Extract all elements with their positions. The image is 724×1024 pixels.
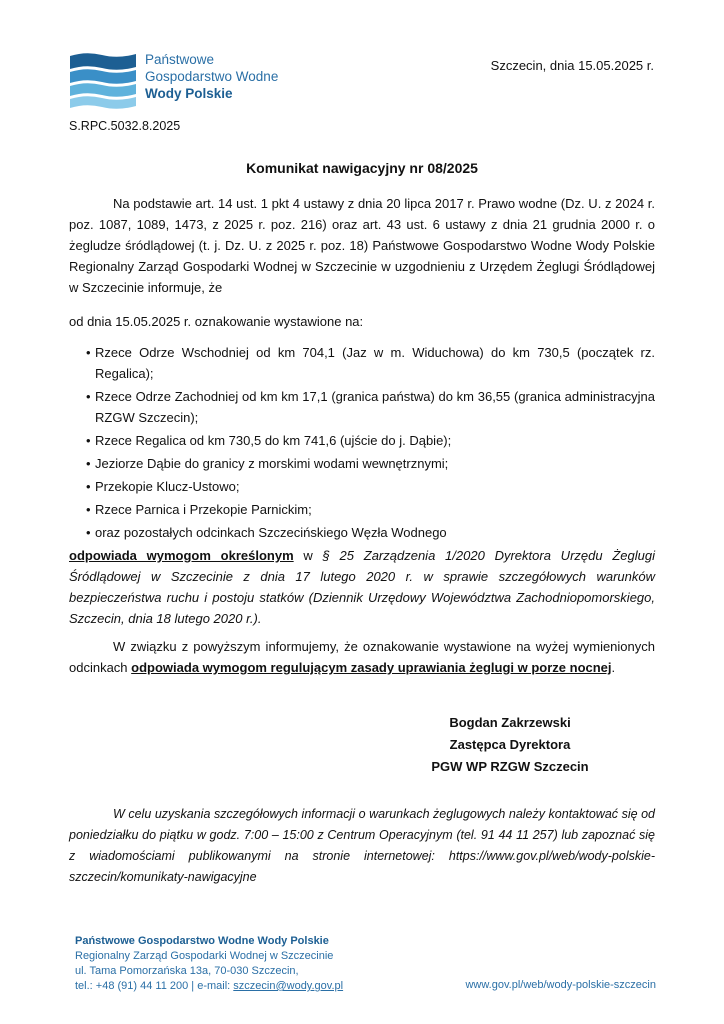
compliance-bold: odpowiada wymogom określonym <box>69 548 294 563</box>
logo-line2: Gospodarstwo Wodne <box>145 69 279 84</box>
logo-line1: Państwowe <box>145 52 215 67</box>
signatory-position: Zastępca Dyrektora <box>449 737 571 752</box>
compliance-paragraph <box>69 545 655 629</box>
signature-block <box>400 712 620 778</box>
compliance-connector: w <box>293 548 323 563</box>
list-item: • Rzece Regalica od km 730,5 do km 741,6 (ujście do j. Dąbie); <box>69 430 655 451</box>
footer-website[interactable]: www.gov.pl/web/wody-polskie-szczecin <box>465 979 656 991</box>
reference-number: S.RPC.5032.8.2025 <box>69 119 181 133</box>
list-item: • Rzece Parnica i Przekopie Parnickim; <box>69 499 655 520</box>
logo-line3: Wody Polskie <box>145 86 233 101</box>
compliance-regulation: § 25 Zarządzenia 1/2020 Dyrektora Urzędu Żeglugi Śródlądowej w Szczecinie z dnia 17 lutego 2020 r. w sprawie szczegółowych warunków bezpieczeństwa ruchu i postoju statków (Dziennik Urzędowy Województwa Zachodniopomorskiego, Szczecin, dnia 18 lutego 2020 r.). <box>69 548 655 626</box>
signatory-organization: PGW WP RZGW Szczecin <box>431 759 589 774</box>
conclusion-end: . <box>611 660 616 675</box>
list-item: • Rzece Odrze Zachodniej od km km 17,1 (granica państwa) do km 36,55 (granica administracyjna RZGW Szczecin); <box>69 386 655 428</box>
document-date: Szczecin, dnia 15.05.2025 r. <box>490 58 654 73</box>
footer-org: Państwowe Gospodarstwo Wodne Wody Polskie <box>75 935 329 947</box>
footer-contact <box>75 979 343 994</box>
list-item: • oraz pozostałych odcinkach Szczecińskiego Węzła Wodnego <box>69 522 655 543</box>
list-item: • Przekopie Klucz-Ustowo; <box>69 476 655 497</box>
conclusion-paragraph <box>69 636 655 678</box>
logo <box>68 50 298 114</box>
waterways-list <box>69 342 655 545</box>
signatory-name: Bogdan Zakrzewski <box>449 715 571 730</box>
conclusion-start: W związku z powyższym informujemy, że oznakowanie wystawione na wyżej wymienionych odcinkach <box>69 639 655 675</box>
footer-board: Regionalny Zarząd Gospodarki Wodnej w Szczecinie <box>75 950 334 962</box>
list-item: • Rzece Odrze Wschodniej od km 704,1 (Jaz w m. Widuchowa) do km 730,5 (początek rz. Regalica); <box>69 342 655 384</box>
from-line: od dnia 15.05.2025 r. oznakowanie wystawione na: <box>69 314 364 329</box>
document-title: Komunikat nawigacyjny nr 08/2025 <box>246 160 478 176</box>
intro-paragraph: Na podstawie art. 14 ust. 1 pkt 4 ustawy z dnia 20 lipca 2017 r. Prawo wodne (Dz. U. z 2024 r. poz. 1087, 1089, 1473, z 2025 r. poz. 216) oraz art. 43 ust. 6 ustawy z dnia 21 grudnia 2000 r. o żegludze śródlądowej (t. j. Dz. U. z 2025 r. poz. 18) Państwowe Gospodarstwo Wodne Wody Polskie Regionalny Zarząd Gospodarki Wodnej w Szczecinie w uzgodnieniu z Urzędem Żeglugi Śródlądowej w Szczecinie informuje, że <box>69 196 655 295</box>
footer-phone: tel.: +48 (91) 44 11 200 | e-mail: <box>75 980 234 992</box>
footer <box>75 934 343 994</box>
footer-email-link[interactable]: szczecin@wody.gov.pl <box>233 980 344 992</box>
logo-waves-icon <box>68 50 138 114</box>
info-note: W celu uzyskania szczegółowych informacji o warunkach żeglugowych należy kontaktować się od poniedziałku do piątku w godz. 7:00 – 15:00 z Centrum Operacyjnym (tel. 91 44 11 257) lub zapoznać się z wiadomościami publikowanymi na stronie internetowej: https://www.gov.pl/web/wody-polskie-szczecin/komunikaty-nawigacyjne <box>69 807 655 884</box>
footer-address: ul. Tama Pomorzańska 13a, 70-030 Szczecin, <box>75 965 299 977</box>
conclusion-bold: odpowiada wymogom regulującym zasady uprawiania żeglugi w porze nocnej <box>131 660 612 675</box>
list-item: • Jeziorze Dąbie do granicy z morskimi wodami wewnętrznymi; <box>69 453 655 474</box>
